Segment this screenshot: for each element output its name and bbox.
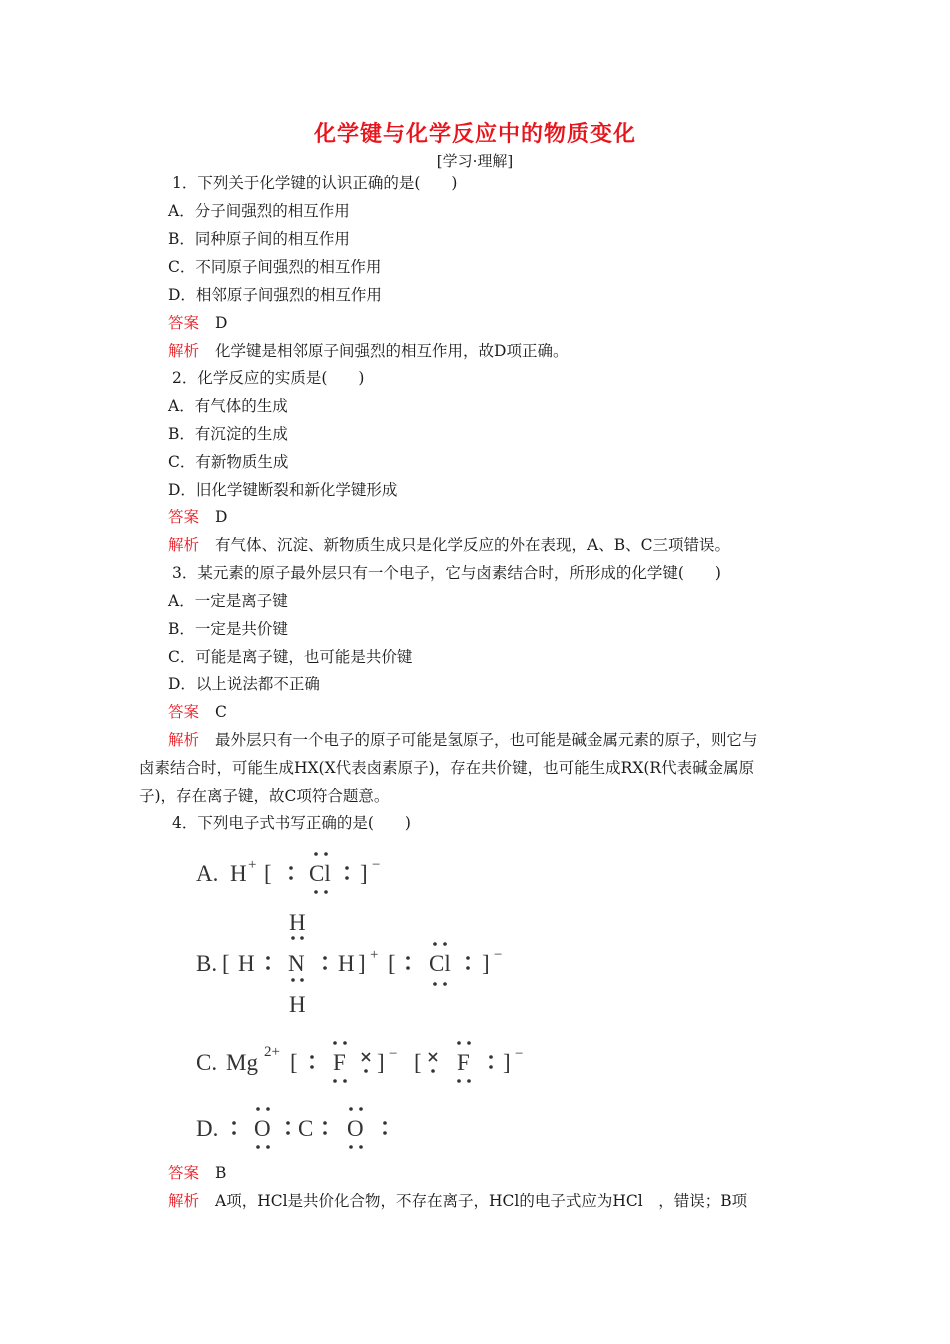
answer-label: 答案: [168, 508, 200, 526]
question-2-option-c: C．有新物质生成: [168, 453, 289, 471]
formula-b-anion-left-bracket: [: [388, 951, 396, 976]
analysis-label: 解析: [168, 536, 200, 554]
question-2-option-d: D．旧化学键断裂和新化学键形成: [168, 481, 398, 499]
electron-formula-c: [196, 1034, 596, 1094]
formula-d-atom-1: O: [254, 1116, 271, 1141]
question-3-analysis-line-3: 子)，存在离子键，故C项符合题意。: [139, 787, 390, 805]
question-3-option-a: A．一定是离子键: [168, 592, 288, 610]
answer-value: D: [215, 508, 228, 526]
formula-c-right-bracket-2: ]: [503, 1050, 511, 1075]
formula-a-cation-charge: +: [248, 857, 257, 873]
formula-a-right-bracket: ]: [360, 861, 368, 886]
question-1-option-b: B．同种原子间的相互作用: [168, 230, 350, 248]
electron-formula-d: [196, 1098, 596, 1158]
formula-a-label: A.: [196, 861, 219, 886]
question-4-answer: [168, 1163, 226, 1183]
question-3-option-b: B．一定是共价键: [168, 620, 288, 638]
formula-b-left-bracket: [: [222, 951, 230, 976]
formula-c-atom-1: F: [333, 1050, 346, 1075]
analysis-label: 解析: [168, 342, 200, 360]
formula-c-cation-charge: 2+: [264, 1044, 280, 1060]
formula-b-cation-charge: +: [370, 947, 379, 963]
answer-label: 答案: [168, 703, 200, 721]
formula-c-left-bracket-1: [: [290, 1050, 298, 1075]
formula-b-anion-charge: −: [494, 947, 503, 963]
analysis-label: 解析: [168, 731, 200, 749]
question-3-option-d: D．以上说法都不正确: [168, 675, 320, 693]
formula-c-anion-charge-2: −: [515, 1046, 524, 1062]
formula-c-anion-charge-1: −: [389, 1046, 398, 1062]
question-1-stem: 1．下列关于化学键的认识正确的是( ): [172, 174, 458, 192]
answer-value: B: [215, 1164, 227, 1182]
formula-d-center: C: [298, 1116, 314, 1141]
formula-c-left-bracket-2: [: [414, 1050, 422, 1075]
answer-value: D: [215, 314, 228, 332]
question-1-option-c: C．不同原子间强烈的相互作用: [168, 258, 382, 276]
question-3-stem: 3．某元素的原子最外层只有一个电子，它与卤素结合时，所形成的化学键( ): [172, 564, 721, 582]
answer-value: C: [215, 703, 227, 721]
question-1-answer: [168, 313, 227, 333]
question-1-option-a: A．分子间强烈的相互作用: [168, 202, 350, 220]
formula-a-cation: H: [230, 861, 247, 886]
formula-c-atom-2: F: [457, 1050, 470, 1075]
formula-b-label: B.: [196, 951, 218, 976]
formula-a-left-bracket: [: [264, 861, 272, 886]
question-4-analysis: [168, 1191, 747, 1211]
answer-label: 答案: [168, 1164, 200, 1182]
analysis-text: A项，HCl是共价化合物，不存在离子，HCl的电子式应为HCl ，错误；B项: [215, 1192, 748, 1210]
question-2-option-b: B．有沉淀的生成: [168, 425, 288, 443]
analysis-text: 化学键是相邻原子间强烈的相互作用，故D项正确。: [215, 342, 569, 360]
question-3-analysis-line-2: 卤素结合时，可能生成HX(X代表卤素原子)，存在共价键，也可能生成RX(R代表碱金属原: [139, 759, 755, 777]
question-2-analysis: [168, 535, 730, 555]
question-2-option-a: A．有气体的生成: [168, 397, 288, 415]
page-title: 化学键与化学反应中的物质变化: [313, 121, 636, 147]
formula-c-cation: Mg: [226, 1050, 258, 1075]
formula-b-center: N: [288, 951, 305, 976]
electron-formula-b: [196, 908, 596, 1018]
formula-d-atom-2: O: [347, 1116, 364, 1141]
formula-b-left-ligand: H: [238, 951, 255, 976]
formula-a-anion-charge: −: [372, 857, 381, 873]
answer-label: 答案: [168, 314, 200, 332]
question-2-stem: 2．化学反应的实质是( ): [172, 369, 365, 387]
formula-b-anion-right-bracket: ]: [482, 951, 490, 976]
question-3-option-c: C．可能是离子键，也可能是共价键: [168, 648, 413, 666]
question-3-answer: [168, 702, 227, 722]
question-1-option-d: D．相邻原子间强烈的相互作用: [168, 286, 382, 304]
formula-b-top-ligand: H: [289, 910, 306, 935]
electron-formula-a: [196, 845, 596, 905]
formula-b-cation-bracket: ]: [358, 951, 366, 976]
question-2-answer: [168, 507, 227, 527]
analysis-label: 解析: [168, 1192, 200, 1210]
analysis-text: 有气体、沉淀、新物质生成只是化学反应的外在表现，A、B、C三项错误。: [215, 536, 730, 554]
question-4-stem: 4．下列电子式书写正确的是( ): [172, 814, 411, 832]
formula-c-right-bracket-1: ]: [377, 1050, 385, 1075]
formula-d-label: D.: [196, 1116, 219, 1141]
analysis-text: 最外层只有一个电子的原子可能是氢原子，也可能是碱金属元素的原子，则它与: [215, 731, 758, 749]
question-1-analysis: [168, 341, 568, 361]
formula-b-bottom-ligand: H: [289, 992, 306, 1017]
section-subtitle: [学习·理解]: [436, 152, 514, 170]
formula-b-right-ligand: H: [338, 951, 355, 976]
formula-a-atom: Cl: [309, 861, 331, 886]
formula-c-label: C.: [196, 1050, 218, 1075]
question-3-analysis-line-1: [168, 730, 758, 750]
formula-b-atom: Cl: [429, 951, 451, 976]
